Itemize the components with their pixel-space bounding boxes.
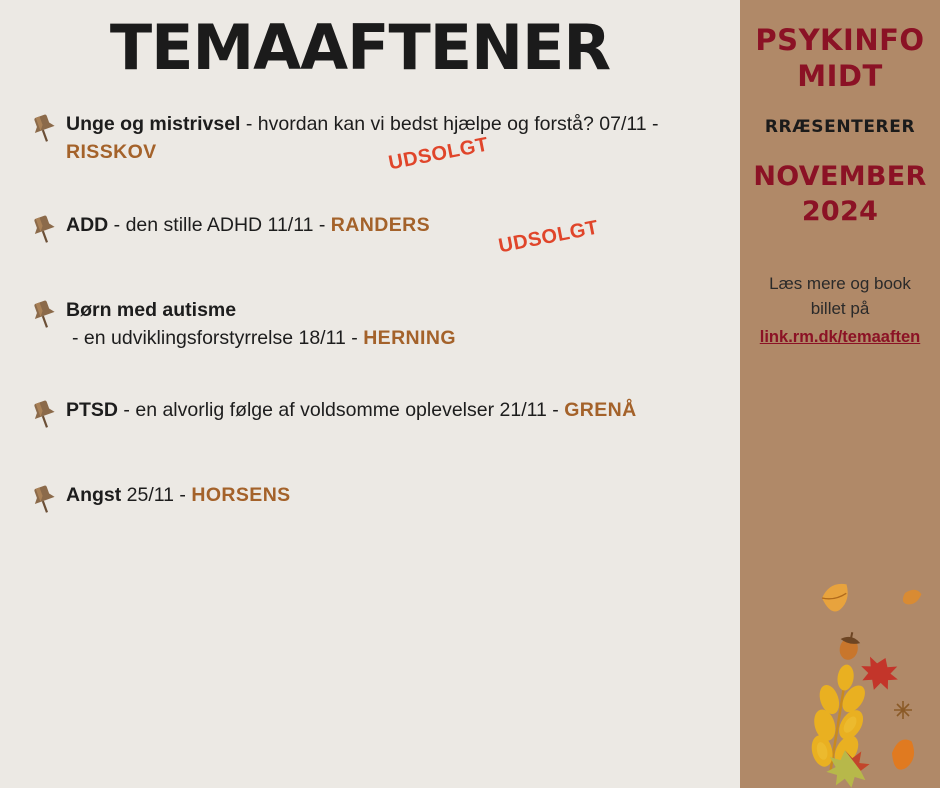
- list-item: [26, 110, 740, 175]
- event-details: - hvordan kan vi bedst hjælpe og forstå? 07/11 -: [240, 113, 659, 136]
- status-badge: UDSOLGT: [386, 133, 491, 175]
- event-title: ADD: [66, 213, 109, 236]
- pushpin-icon: [26, 211, 66, 252]
- status-badge: UDSOLGT: [496, 216, 601, 258]
- pushpin-icon: [26, 396, 66, 437]
- event-list: [0, 110, 740, 522]
- month-label: [740, 159, 940, 229]
- page-title: TEMAAFTENER: [109, 11, 611, 84]
- event-location: RISSKOV: [66, 141, 157, 164]
- pushpin-icon: [26, 481, 66, 522]
- event-text: [66, 110, 706, 175]
- event-text: [66, 211, 601, 258]
- acorn-icon: [837, 630, 862, 662]
- pushpin-icon: [26, 110, 66, 151]
- sidebar: [740, 0, 940, 788]
- list-item: [26, 481, 740, 522]
- maple-leaf-icon: [823, 746, 873, 788]
- list-item: [26, 211, 740, 258]
- event-title: PTSD: [66, 399, 119, 422]
- event-title: Unge og mistrivsel: [66, 113, 241, 136]
- autumn-leaves-decoration: [740, 458, 940, 788]
- event-details: - en udviklingsforstyrrelse 18/11 -: [72, 326, 364, 349]
- booking-info: [740, 271, 940, 350]
- compound-leaf-icon: [803, 661, 875, 777]
- event-text: [66, 296, 456, 353]
- event-title: Angst: [66, 484, 122, 507]
- maple-leaf-icon: [855, 651, 903, 696]
- list-item: [26, 396, 740, 437]
- event-title: Børn med autisme: [66, 298, 237, 321]
- event-details: - den stille ADHD 11/11 -: [108, 213, 331, 236]
- event-details: - en alvorlig følge af voldsomme oplevelser 21/11 -: [118, 399, 565, 422]
- year: 2024: [801, 195, 879, 227]
- brand-line-2: MIDT: [797, 59, 883, 94]
- brand-line-1: PSYKINFO: [755, 23, 925, 57]
- event-text: [66, 396, 637, 424]
- booking-line-2: billet på: [810, 299, 870, 319]
- leaf-icon: [819, 580, 855, 614]
- event-details: 25/11 -: [121, 484, 192, 507]
- event-location: GRENÅ: [564, 399, 637, 422]
- list-item: [26, 296, 740, 353]
- leaf-icon: [889, 738, 919, 771]
- brand-name: [740, 22, 940, 95]
- dried-flower-icon: [894, 701, 912, 719]
- presents-label: RRÆSENTERER: [764, 116, 916, 137]
- booking-link[interactable]: link.rm.dk/temaaften: [759, 327, 921, 346]
- leaf-icon: [902, 587, 923, 608]
- event-location: HERNING: [363, 326, 456, 349]
- event-text: [66, 481, 291, 509]
- event-location: HORSENS: [191, 484, 291, 507]
- month-name: NOVEMBER: [753, 160, 927, 192]
- pushpin-icon: [26, 296, 66, 337]
- booking-line-1: Læs mere og book: [769, 273, 911, 293]
- event-location: RANDERS: [330, 213, 431, 236]
